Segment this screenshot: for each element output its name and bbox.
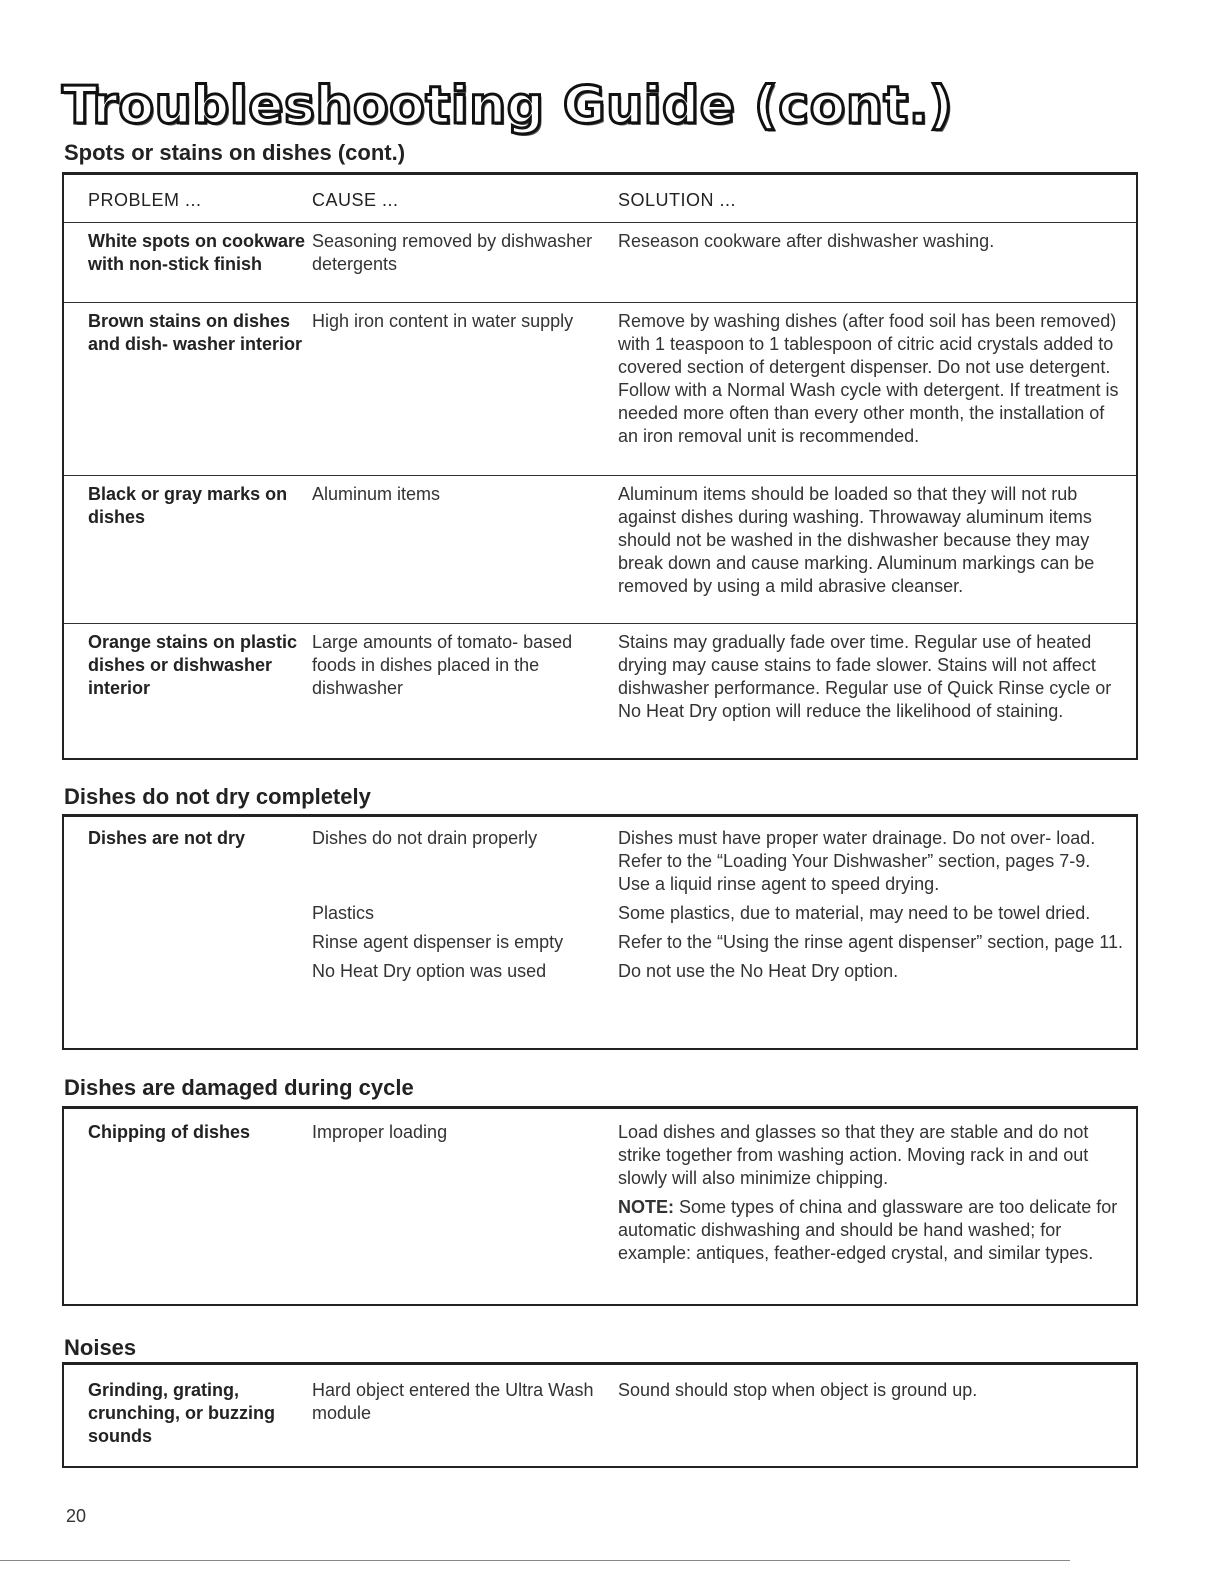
section-heading-dry: Dishes do not dry completely [64, 784, 371, 809]
problem-cell: Black or gray marks on dishes [88, 484, 288, 527]
table-row [64, 1365, 1136, 1454]
cause-cell: Improper loading [312, 1122, 448, 1142]
cause-cell: Seasoning removed by dishwasher detergents [312, 231, 593, 274]
table-row [64, 817, 1136, 995]
solution-cell: Dishes must have proper water drainage. Do not over- load. Refer to the “Loading Your Dishwasher” section, pages 7-9. Use a liquid rinse agent to speed drying. [618, 828, 1096, 894]
section-heading-damaged: Dishes are damaged during cycle [64, 1075, 414, 1100]
header-solution: SOLUTION ... [618, 190, 737, 210]
solution-cell: Remove by washing dishes (after food soil has been removed) with 1 teaspoon to 1 tablespoon of citric acid crystals added to covered section of detergent dispenser. Do not use detergent. Follow with a Normal Wash cycle with detergent. If treatment is needed more often than every other month, the installation of an iron removal unit is recommended. [618, 311, 1119, 446]
cause-cell: High iron content in water supply [312, 311, 574, 331]
cause-cell: Aluminum items [312, 484, 441, 504]
spacer [88, 902, 312, 931]
table-noises [62, 1362, 1138, 1468]
solution-cell: Stains may gradually fade over time. Regular use of heated drying may cause stains to fade slower. Stains will not affect dishwasher performance. Regular use of Quick Rinse cycle or No Heat Dry option will reduce the likelihood of staining. [618, 632, 1112, 721]
section-heading-noises: Noises [64, 1335, 137, 1360]
spacer [88, 960, 312, 989]
table-header-row [64, 175, 1136, 222]
note-paragraph [618, 1196, 1126, 1265]
solution-cell: Reseason cookware after dishwasher washing. [618, 231, 995, 251]
header-problem: PROBLEM ... [88, 190, 202, 210]
solution-cell: Aluminum items should be loaded so that they will not rub against dishes during washing. Throwaway aluminum items should not be washed in the dishwasher because they may break down and cause marking. Aluminum markings can be removed by using a mild abrasive cleanser. [618, 484, 1095, 596]
table-row [64, 302, 1136, 475]
note-text: Some types of china and glassware are too delicate for automatic dishwashing and should be hand washed; for example: antiques, feather-edged crystal, and similar types. [618, 1197, 1118, 1263]
solution-text: Load dishes and glasses so that they are stable and do not strike together from washing action. Moving rack in and out slowly will also minimize chipping. [618, 1122, 1089, 1188]
note-label: NOTE: [618, 1197, 674, 1217]
cause-cell: Rinse agent dispenser is empty [312, 932, 564, 952]
problem-cell: Chipping of dishes [88, 1122, 250, 1142]
cause-cell: Large amounts of tomato- based foods in dishes placed in the dishwasher [312, 632, 573, 698]
table-row [64, 475, 1136, 623]
problem-cell: Dishes are not dry [88, 828, 246, 848]
problem-cell: Brown stains on dishes and dish- washer interior [88, 311, 303, 354]
table-dishes-damaged [62, 1106, 1138, 1306]
section-heading-spots: Spots or stains on dishes (cont.) [64, 140, 406, 165]
page-number: 20 [66, 1506, 87, 1526]
cause-cell: No Heat Dry option was used [312, 961, 547, 981]
table-spots-stains [62, 172, 1138, 760]
cause-cell: Plastics [312, 903, 375, 923]
table-dishes-dry [62, 814, 1138, 1050]
bottom-divider [0, 1560, 1070, 1561]
solution-cell: Some plastics, due to material, may need to be towel dried. [618, 903, 1091, 923]
solution-cell: Sound should stop when object is ground up. [618, 1380, 978, 1400]
table-row [64, 623, 1136, 757]
solution-cell [618, 1121, 1126, 1265]
cause-cell: Dishes do not drain properly [312, 828, 538, 848]
cause-cell: Hard object entered the Ultra Wash module [312, 1380, 594, 1423]
page-title: Troubleshooting Guide (cont.) [62, 76, 954, 136]
solution-cell: Refer to the “Using the rinse agent dispenser” section, page 11. [618, 932, 1123, 952]
spacer [88, 931, 312, 960]
table-row [64, 222, 1136, 302]
problem-cell: Orange stains on plastic dishes or dishwasher interior [88, 632, 298, 698]
table-row [64, 1109, 1136, 1271]
header-cause: CAUSE ... [312, 190, 399, 210]
problem-cell: Grinding, grating, crunching, or buzzing sounds [88, 1380, 275, 1446]
problem-cell: White spots on cookware with non-stick finish [88, 231, 306, 274]
solution-cell: Do not use the No Heat Dry option. [618, 961, 899, 981]
